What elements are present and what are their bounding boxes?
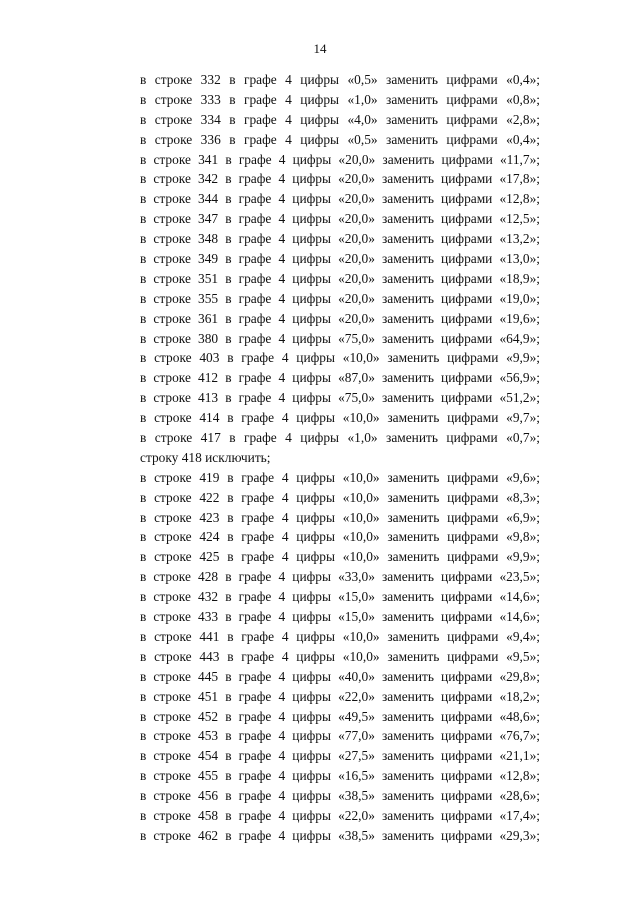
amendment-line: в строке 441 в графе 4 цифры «10,0» заменить цифрами «9,4»; xyxy=(140,628,540,644)
amendment-line: в строке 413 в графе 4 цифры «75,0» заменить цифрами «51,2»; xyxy=(140,390,540,406)
amendment-line: в строке 342 в графе 4 цифры «20,0» заменить цифрами «17,8»; xyxy=(140,171,540,187)
amendment-line: в строке 333 в графе 4 цифры «1,0» заменить цифрами «0,8»; xyxy=(140,91,540,107)
amendment-line: в строке 452 в графе 4 цифры «49,5» заменить цифрами «48,6»; xyxy=(140,708,540,724)
amendment-line: в строке 332 в графе 4 цифры «0,5» заменить цифрами «0,4»; xyxy=(140,72,540,87)
amendment-line: в строке 422 в графе 4 цифры «10,0» заменить цифрами «8,3»; xyxy=(140,489,540,505)
amendment-line: в строке 451 в графе 4 цифры «22,0» заменить цифрами «18,2»; xyxy=(140,688,540,704)
amendment-line: в строке 423 в графе 4 цифры «10,0» заменить цифрами «6,9»; xyxy=(140,509,540,525)
amendment-line: в строке 344 в графе 4 цифры «20,0» заменить цифрами «12,8»; xyxy=(140,191,540,207)
amendment-line: в строке 403 в графе 4 цифры «10,0» заменить цифрами «9,9»; xyxy=(140,350,540,366)
amendment-line: строку 418 исключить; xyxy=(140,449,271,465)
page-number: 14 xyxy=(313,41,327,56)
amendment-line: в строке 454 в графе 4 цифры «27,5» заменить цифрами «21,1»; xyxy=(140,748,540,764)
amendment-line: в строке 428 в графе 4 цифры «33,0» заменить цифрами «23,5»; xyxy=(140,569,540,585)
amendment-line: в строке 445 в графе 4 цифры «40,0» заменить цифрами «29,8»; xyxy=(140,668,540,684)
amendment-line: в строке 336 в графе 4 цифры «0,5» заменить цифрами «0,4»; xyxy=(140,131,540,147)
amendment-line: в строке 349 в графе 4 цифры «20,0» заменить цифрами «13,0»; xyxy=(140,251,540,267)
amendment-line: в строке 417 в графе 4 цифры «1,0» заменить цифрами «0,7»; xyxy=(140,430,540,446)
amendment-line: в строке 443 в графе 4 цифры «10,0» заменить цифрами «9,5»; xyxy=(140,648,540,664)
amendment-line: в строке 347 в графе 4 цифры «20,0» заменить цифрами «12,5»; xyxy=(140,211,540,227)
amendment-list xyxy=(140,70,540,846)
amendment-line: в строке 414 в графе 4 цифры «10,0» заменить цифрами «9,7»; xyxy=(140,410,540,426)
amendment-line: в строке 453 в графе 4 цифры «77,0» заменить цифрами «76,7»; xyxy=(140,728,540,744)
amendment-line: в строке 456 в графе 4 цифры «38,5» заменить цифрами «28,6»; xyxy=(140,788,540,804)
amendment-line: в строке 424 в графе 4 цифры «10,0» заменить цифрами «9,8»; xyxy=(140,529,540,545)
amendment-line: в строке 458 в графе 4 цифры «22,0» заменить цифрами «17,4»; xyxy=(140,807,540,823)
amendment-line: в строке 361 в графе 4 цифры «20,0» заменить цифрами «19,6»; xyxy=(140,310,540,326)
amendment-line: в строке 380 в графе 4 цифры «75,0» заменить цифрами «64,9»; xyxy=(140,330,540,346)
amendment-line: в строке 341 в графе 4 цифры «20,0» заменить цифрами «11,7»; xyxy=(140,151,540,167)
amendment-line: в строке 432 в графе 4 цифры «15,0» заменить цифрами «14,6»; xyxy=(140,589,540,605)
amendment-line: в строке 348 в графе 4 цифры «20,0» заменить цифрами «13,2»; xyxy=(140,231,540,247)
amendment-line: в строке 455 в графе 4 цифры «16,5» заменить цифрами «12,8»; xyxy=(140,768,540,784)
amendment-line: в строке 351 в графе 4 цифры «20,0» заменить цифрами «18,9»; xyxy=(140,270,540,286)
amendment-line: в строке 412 в графе 4 цифры «87,0» заменить цифрами «56,9»; xyxy=(140,370,540,386)
amendment-line: в строке 425 в графе 4 цифры «10,0» заменить цифрами «9,9»; xyxy=(140,549,540,565)
amendment-line: в строке 433 в графе 4 цифры «15,0» заменить цифрами «14,6»; xyxy=(140,609,540,625)
amendment-line: в строке 462 в графе 4 цифры «38,5» заменить цифрами «29,3»; xyxy=(140,827,540,843)
amendment-line: в строке 355 в графе 4 цифры «20,0» заменить цифрами «19,0»; xyxy=(140,290,540,306)
amendment-line: в строке 419 в графе 4 цифры «10,0» заменить цифрами «9,6»; xyxy=(140,469,540,485)
amendment-line: в строке 334 в графе 4 цифры «4,0» заменить цифрами «2,8»; xyxy=(140,111,540,127)
